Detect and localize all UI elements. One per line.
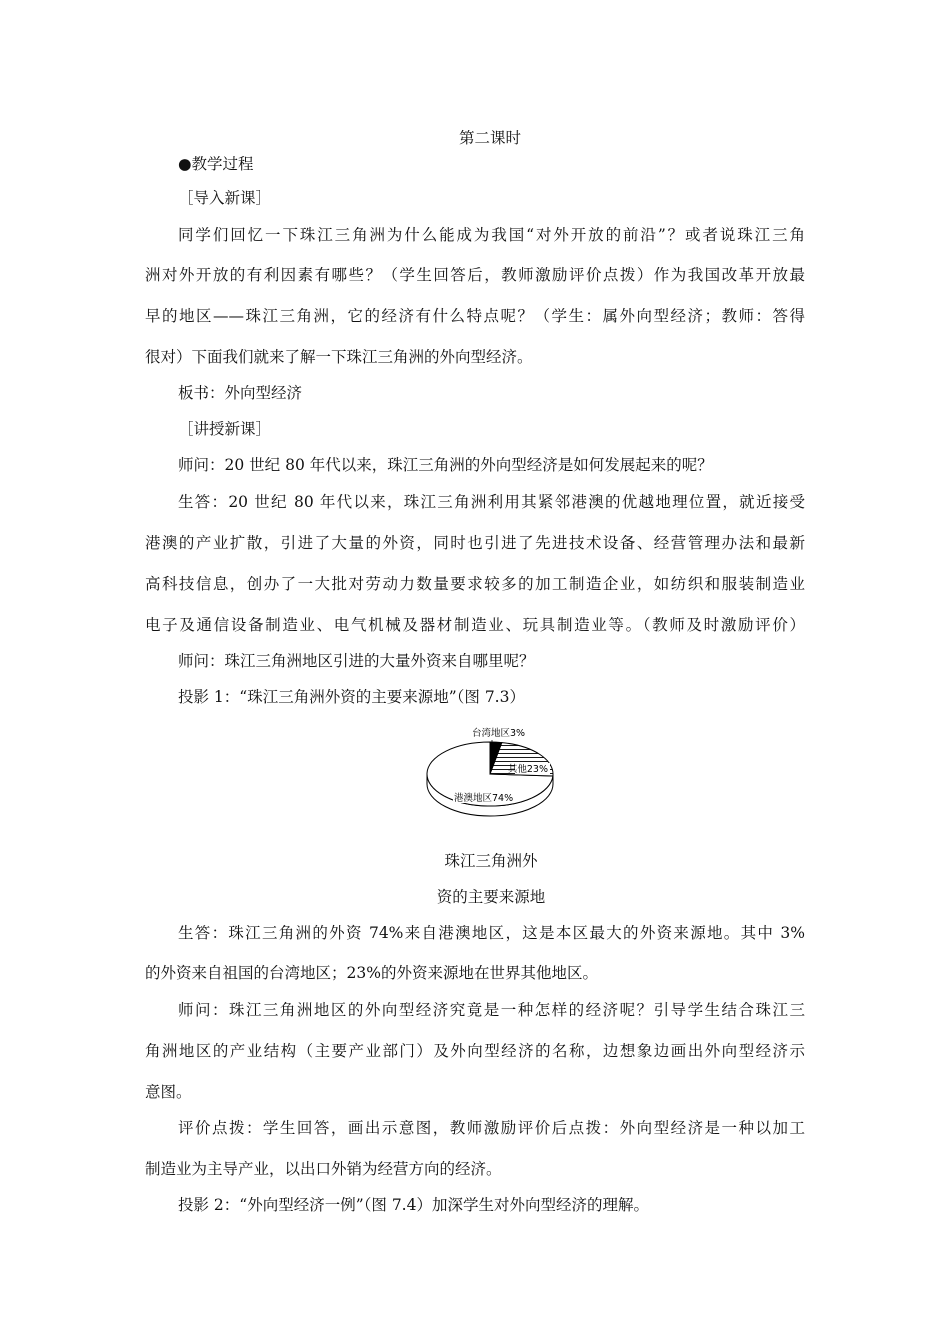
section-heading: ●教学过程 xyxy=(178,155,254,173)
student-answer-2-line: 生答：珠江三角洲的外资 74%来自港澳地区，这是本区最大的外资来源地。其中 3% xyxy=(178,924,805,942)
projection-1: 投影 1：“珠江三角洲外资的主要来源地”（图 7.3） xyxy=(178,688,525,706)
evaluation-line: 制造业为主导产业，以出口外销为经营方向的经济。 xyxy=(145,1160,502,1178)
intro-line: 同学们回忆一下珠江三角洲为什么能成为我国“对外开放的前沿”？或者说珠江三角 xyxy=(178,226,805,244)
lecture-heading: ［讲授新课］ xyxy=(178,420,272,438)
teacher-question-1: 师问：20 世纪 80 年代以来，珠江三角洲的外向型经济是如何发展起来的呢？ xyxy=(178,456,713,474)
teacher-question-3-line: 意图。 xyxy=(145,1083,192,1101)
student-answer-line: 高科技信息，创办了一大批对劳动力数量要求较多的加工制造企业，如纺织和服装制造业 xyxy=(145,575,805,593)
label-taiwan: 台湾地区3% xyxy=(472,728,526,739)
teacher-question-2: 师问：珠江三角洲地区引进的大量外资来自哪里呢？ xyxy=(178,652,535,670)
intro-line: 很对）下面我们就来了解一下珠江三角洲的外向型经济。 xyxy=(145,348,533,366)
blackboard-note: 板书：外向型经济 xyxy=(178,384,303,402)
student-answer-line: 生答：20 世纪 80 年代以来，珠江三角洲利用其紧邻港澳的优越地理位置，就近接受 xyxy=(178,493,805,511)
teacher-question-3-line: 角洲地区的产业结构（主要产业部门）及外向型经济的名称，边想象边画出外向型经济示 xyxy=(145,1042,805,1060)
foreign-investment-pie-chart xyxy=(420,722,562,830)
figure-caption-line: 资的主要来源地 xyxy=(436,888,546,906)
label-other: 其他23% xyxy=(507,764,548,775)
figure-caption-line: 珠江三角洲外 xyxy=(444,852,538,870)
intro-line: 早的地区——珠江三角洲，它的经济有什么特点呢？（学生：属外向型经济；教师：答得 xyxy=(145,307,805,325)
label-hong-kong-macau: 港澳地区74% xyxy=(454,793,514,804)
projection-2: 投影 2：“外向型经济一例”（图 7.4）加深学生对外向型经济的理解。 xyxy=(178,1196,649,1214)
intro-heading: ［导入新课］ xyxy=(178,189,272,207)
intro-line: 洲对外开放的有利因素有哪些？（学生回答后，教师激励评价点拨）作为我国改革开放最 xyxy=(145,266,805,284)
teacher-question-3-line: 师问：珠江三角洲地区的外向型经济究竟是一种怎样的经济呢？引导学生结合珠江三 xyxy=(178,1001,805,1019)
student-answer-line: 电子及通信设备制造业、电气机械及器材制造业、玩具制造业等。（教师及时激励评价） xyxy=(145,616,805,634)
evaluation-line: 评价点拨：学生回答，画出示意图，教师激励评价后点拨：外向型经济是一种以加工 xyxy=(178,1119,805,1137)
student-answer-2-line: 的外资来自祖国的台湾地区；23%的外资来源地在世界其他地区。 xyxy=(145,964,598,982)
student-answer-line: 港澳的产业扩散，引进了大量的外资，同时也引进了先进技术设备、经营管理办法和最新 xyxy=(145,534,805,552)
page-title: 第二课时 xyxy=(458,129,521,147)
